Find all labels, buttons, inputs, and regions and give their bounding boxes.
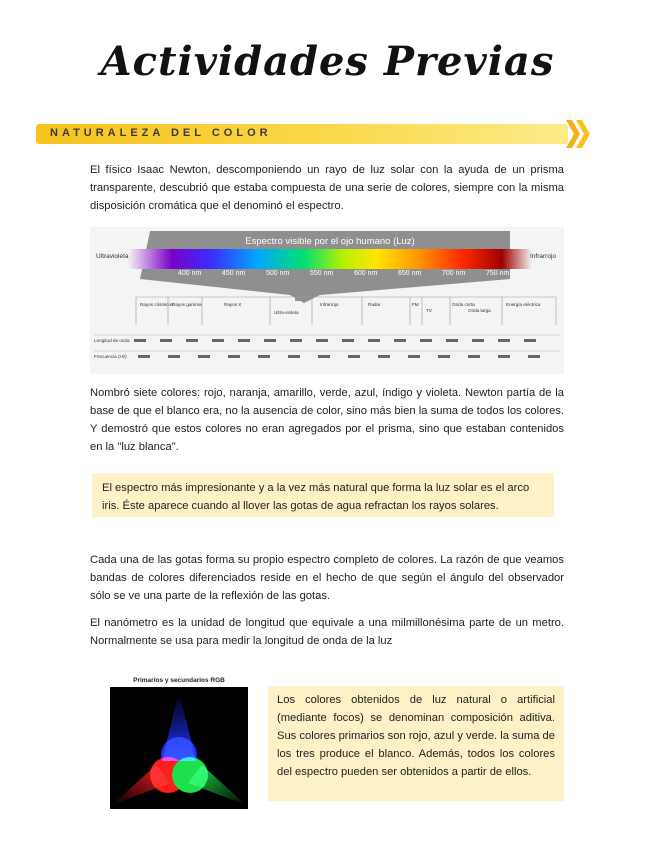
infrared-label: Infrarrojo [530, 253, 557, 260]
paragraph-seven-colors: Nombró siete colores: rojo, naranja, amarillo, verde, azul, índigo y violeta. Newton partía de la base de que el blanco era, no la ausencia de color, sino más bien la suma de todos los colores. Y demostró que estos colores no eran agregados por el prisma, sino que estaban contenidos en la "luz blanca". [90, 387, 564, 453]
chevron-right-icon [576, 120, 590, 148]
row-label-frequency: Frecuencia (Hz) [94, 354, 127, 359]
section-heading: NATURALEZA DEL COLOR [50, 127, 272, 139]
band-label: Rayos gamma [172, 302, 202, 307]
band-label: Energía eléctrica [506, 302, 541, 307]
nm-tick: 550 nm [310, 270, 334, 277]
rainbow-note-box [92, 473, 554, 517]
nm-tick: 400 nm [178, 270, 202, 277]
section-banner [36, 124, 568, 144]
nm-tick: 650 nm [398, 270, 422, 277]
band-label: Onda corta [452, 302, 475, 307]
band-label: Rayos X [224, 302, 242, 307]
band-label: TV [426, 308, 432, 313]
spectrum-title: Espectro visible por el ojo humano (Luz) [245, 236, 415, 247]
nm-tick: 750 nm [486, 270, 510, 277]
page-title: Actividades Previas [100, 38, 555, 85]
rgb-figure [110, 677, 248, 809]
spectrum-diagram [90, 227, 564, 374]
nm-tick: 600 nm [354, 270, 378, 277]
rgb-additive-diagram [110, 687, 248, 809]
rgb-figure-title: Primarios y secundarios RGB [133, 677, 225, 684]
additive-color-text: Los colores obtenidos de luz natural o artificial (mediante focos) se denominan composición aditiva. Sus colores primarios son rojo, azul y verde. la suma de los tres produce el blanco. Además, todos los colores del espectro pueden ser obtenidos a partir de ellos. [277, 694, 555, 778]
paragraph-nanometer: El nanómetro es la unidad de longitud que equivale a una milmillonésima parte de un metro. Normalmente se usa para medir la longitud de onda de la luz [90, 617, 564, 647]
band-label: Infrarrojo [320, 302, 339, 307]
nm-tick: 500 nm [266, 270, 290, 277]
rainbow-note-text: El espectro más impresionante y a la vez más natural que forma la luz solar es el arco iris. Éste aparece cuando al llover las gotas de agua refractan los rayos solares. [102, 482, 530, 512]
paragraph-newton: El físico Isaac Newton, descomponiendo un rayo de luz solar con la ayuda de un prisma transparente, descubrió que estaba compuesta de una serie de colores, siempre con la misma disposición cromática que el denominó el espectro. [90, 164, 564, 212]
band-label: Radar [368, 302, 381, 307]
spectrum-figure [90, 227, 564, 374]
band-label: FM [412, 302, 419, 307]
band-label: Rayos cósmicos [140, 302, 174, 307]
additive-color-box [268, 686, 564, 801]
nm-tick: 700 nm [442, 270, 466, 277]
paragraph-drops: Cada una de las gotas forma su propio espectro completo de colores. La razón de que veamos bandas de colores diferenciados reside en el hecho de que según el ángulo del observador sólo se ve una parte de la reflexión de las gotas. [90, 554, 564, 602]
ultraviolet-label: Ultravioleta [96, 253, 129, 260]
band-label: Onda larga [468, 308, 491, 313]
nm-tick: 450 nm [222, 270, 246, 277]
band-label: Ultra-violeta [274, 310, 299, 315]
row-label-wavelength: Longitud de onda [94, 338, 130, 343]
